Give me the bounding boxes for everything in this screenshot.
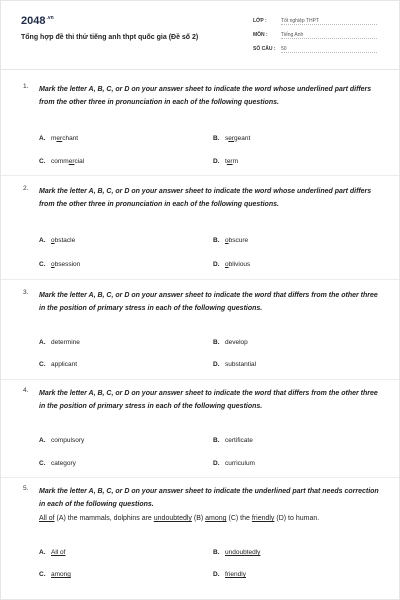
option-underlined: o — [51, 261, 55, 268]
option-d[interactable] — [213, 460, 255, 467]
option-letter: D. — [213, 158, 220, 165]
option-letter: A. — [39, 549, 46, 556]
option-text: determine — [51, 339, 80, 346]
sentence-text: (A) the mammals, dolphins are — [54, 515, 154, 522]
option-letter: B. — [213, 339, 220, 346]
option-text: comm — [51, 158, 69, 165]
question-number: 4. — [23, 387, 29, 394]
question-number: 1. — [23, 83, 29, 90]
sentence-text: (C) the — [226, 515, 252, 522]
option-underlined: er — [226, 158, 233, 165]
option-text-end: bscure — [228, 237, 249, 244]
option-a[interactable] — [39, 437, 84, 444]
meta-class — [253, 18, 381, 25]
option-text-end: cial — [74, 158, 85, 165]
option-text: applicant — [51, 361, 78, 368]
option-c[interactable] — [39, 261, 80, 268]
sentence-part-c: among — [205, 515, 227, 522]
option-letter: A. — [39, 237, 46, 244]
logo-suffix: .vn — [46, 15, 54, 22]
option-text-end: chant — [62, 135, 79, 142]
option-a[interactable] — [39, 549, 65, 556]
option-c[interactable] — [39, 460, 76, 467]
question-prompt: Mark the letter A, B, C, or D on your answer sheet to indicate the word whose underlined part differs from the other three in pronunciation in each of the following questions. — [39, 188, 372, 208]
question-divider — [1, 379, 400, 380]
option-underlined: o — [51, 237, 55, 244]
option-a[interactable] — [39, 135, 78, 142]
option-letter: C. — [39, 261, 46, 268]
sentence-part-d: friendly — [251, 515, 275, 522]
option-letter: A. — [39, 339, 46, 346]
option-text-end: bsession — [54, 261, 81, 268]
option-text: m — [51, 135, 57, 142]
meta-count — [253, 46, 381, 53]
option-text: s — [225, 135, 229, 142]
option-text-end: blivious — [228, 261, 251, 268]
option-text: category — [51, 460, 76, 467]
option-d[interactable] — [213, 261, 250, 268]
sentence-text: (B) — [191, 515, 206, 522]
option-underlined: friendly — [225, 571, 246, 578]
question-divider — [1, 477, 400, 478]
question-number: 3. — [23, 289, 29, 296]
option-letter: D. — [213, 361, 220, 368]
question-divider — [1, 175, 400, 176]
option-underlined: All of — [51, 549, 66, 556]
question-number: 2. — [23, 185, 29, 192]
option-underlined: among — [51, 571, 71, 578]
question-divider — [1, 279, 400, 280]
option-letter: C. — [39, 571, 46, 578]
option-letter: C. — [39, 158, 46, 165]
header-divider — [1, 69, 400, 70]
option-d[interactable] — [213, 571, 246, 578]
option-text-end: geant — [234, 135, 251, 142]
option-d[interactable] — [213, 158, 238, 165]
option-underlined: er — [228, 135, 235, 142]
meta-count-label: SỐ CÂU : — [253, 46, 276, 52]
option-letter: B. — [213, 549, 220, 556]
sentence-text: (D) to human. — [274, 515, 320, 522]
option-letter: B. — [213, 437, 220, 444]
option-text: curriculum — [225, 460, 255, 467]
meta-count-value: 50 — [281, 46, 377, 53]
meta-subject-value: Tiếng Anh — [281, 32, 377, 39]
exam-title: Tổng hợp đề thi thử tiếng anh thpt quốc gia (Đề số 2) — [21, 34, 199, 41]
meta-class-label: LỚP : — [253, 18, 267, 24]
option-text-end: m — [232, 158, 239, 165]
option-text-end: bstacle — [54, 237, 76, 244]
option-underlined: undoubtedly — [225, 549, 261, 556]
option-c[interactable] — [39, 158, 84, 165]
option-letter: D. — [213, 460, 220, 467]
logo-text: 2048 — [21, 15, 46, 27]
site-logo[interactable] — [21, 15, 54, 27]
option-c[interactable] — [39, 361, 77, 368]
option-text: certificate — [225, 437, 253, 444]
option-underlined: er — [68, 158, 75, 165]
option-text: develop — [225, 339, 248, 346]
option-letter: D. — [213, 261, 220, 268]
meta-class-value: Tốt nghiệp THPT — [281, 18, 377, 25]
option-b[interactable] — [213, 437, 253, 444]
option-text: t — [225, 158, 227, 165]
question-prompt: Mark the letter A, B, C, or D on your answer sheet to indicate the underlined part that needs correction in each of the following questions. — [39, 488, 379, 508]
option-b[interactable] — [213, 237, 248, 244]
option-letter: C. — [39, 460, 46, 467]
option-letter: A. — [39, 135, 46, 142]
option-letter: B. — [213, 135, 220, 142]
option-letter: D. — [213, 571, 220, 578]
sentence-part-a: All of — [39, 515, 55, 522]
meta-subject-label: MÔN : — [253, 32, 268, 38]
option-underlined: er — [56, 135, 63, 142]
question-prompt: Mark the letter A, B, C, or D on your answer sheet to indicate the word that differs from the other three in the position of primary stress in each of the following questions. — [39, 390, 378, 410]
option-a[interactable] — [39, 237, 75, 244]
question-sentence — [39, 513, 379, 524]
option-b[interactable] — [213, 339, 248, 346]
option-a[interactable] — [39, 339, 80, 346]
question-prompt: Mark the letter A, B, C, or D on your answer sheet to indicate the word whose underlined part differs from the other three in pronunciation in each of the following questions. — [39, 86, 372, 106]
question-number: 5. — [23, 485, 29, 492]
meta-subject — [253, 32, 381, 39]
option-text: compulsory — [51, 437, 85, 444]
option-b[interactable] — [213, 135, 250, 142]
option-letter: B. — [213, 237, 220, 244]
option-b[interactable] — [213, 549, 260, 556]
sentence-part-b: undoubtedly — [153, 515, 192, 522]
option-letter: C. — [39, 361, 46, 368]
option-letter: A. — [39, 437, 46, 444]
option-d[interactable] — [213, 361, 256, 368]
question-prompt: Mark the letter A, B, C, or D on your answer sheet to indicate the word that differs from the other three in the position of primary stress in each of the following questions. — [39, 292, 378, 312]
option-underlined: o — [225, 237, 229, 244]
option-text: substantial — [225, 361, 257, 368]
option-c[interactable] — [39, 571, 71, 578]
option-underlined: o — [225, 261, 229, 268]
